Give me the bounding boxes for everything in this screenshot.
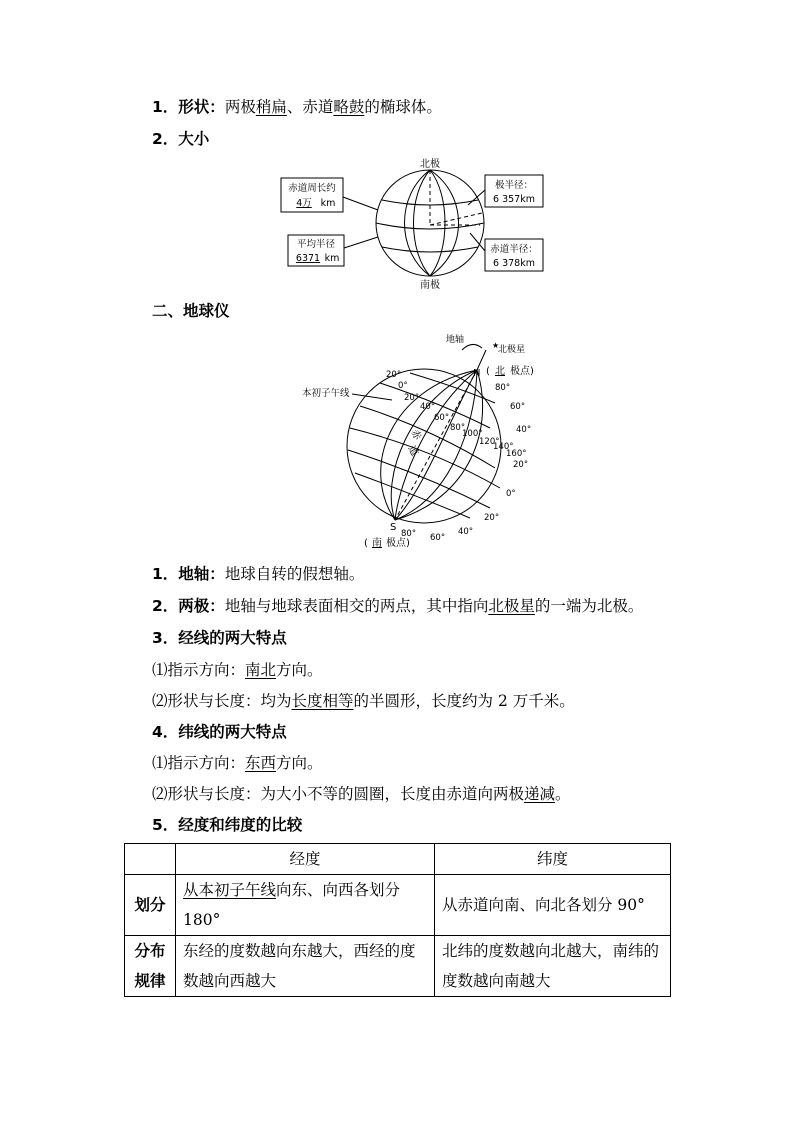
item-meridian-shape xyxy=(152,690,575,712)
mean-radius-label: 平均半径 xyxy=(296,239,336,250)
text: 。 xyxy=(555,785,571,803)
text: 向东、向西各划分 xyxy=(276,881,401,899)
longitude-latitude-table xyxy=(124,843,671,997)
south-pole-close: 极点) xyxy=(386,538,410,549)
item-number: 4． xyxy=(152,723,179,741)
equator-label-2: 道 xyxy=(405,444,420,459)
axis-label: 地轴 xyxy=(446,335,465,345)
globe-section-heading xyxy=(152,300,230,322)
item-label: 两极： xyxy=(178,597,225,615)
south-pole-blank: 南 xyxy=(372,538,382,549)
text: 180° xyxy=(183,911,221,929)
item-label: 经线的两大特点 xyxy=(178,629,287,647)
lon-label: 40° xyxy=(420,402,436,412)
text: 的半圆形，长度约为 2 万千米。 xyxy=(353,692,575,710)
lat-label: 60° xyxy=(430,533,446,543)
north-pole-label: 北极 xyxy=(420,159,440,170)
text: 的椭球体。 xyxy=(364,98,442,116)
table-header-row xyxy=(125,844,671,875)
equatorial-radius-label: 赤道半径： xyxy=(490,244,538,255)
lon-label: 80° xyxy=(450,423,466,433)
table-header-cell xyxy=(125,844,176,875)
lon-label: 20° xyxy=(386,370,402,380)
south-pole-label: 南极 xyxy=(420,280,440,291)
table-row xyxy=(125,936,671,997)
lat-label: 20° xyxy=(513,460,529,470)
table-cell: 从赤道向南、向北各划分 90° xyxy=(435,875,671,936)
item-axis xyxy=(152,563,364,585)
answer-blank: 略鼓 xyxy=(333,98,365,116)
polaris-label: 北极星 xyxy=(498,345,526,355)
lon-label: 160° xyxy=(506,449,527,459)
equator-circumference-unit: km xyxy=(320,198,336,209)
table-header-cell: 纬度 xyxy=(435,844,671,875)
table-cell xyxy=(435,936,671,997)
text: ⑵形状与长度：均为 xyxy=(152,692,292,710)
text: ⑴指示方向： xyxy=(152,754,246,772)
polar-radius-label: 极半径： xyxy=(494,180,534,191)
polaris-star-icon: ★ xyxy=(492,341,500,350)
answer-blank: 递减 xyxy=(524,785,556,803)
item-number: 1． xyxy=(152,98,179,116)
text: 东经的度数越向东越大，西经的度 xyxy=(183,942,416,960)
equator-label-1: 赤 xyxy=(408,428,423,443)
text: ⑵形状与长度：为大小不等的圆圈，长度由赤道向两极 xyxy=(152,785,525,803)
item-label: 大小 xyxy=(178,130,210,148)
item-meridian-features xyxy=(152,627,287,649)
table-cell xyxy=(176,875,435,936)
text: ⑴指示方向： xyxy=(152,661,246,679)
equator-circumference-value: 4万 xyxy=(296,198,312,209)
row-header: 划分 xyxy=(125,875,176,936)
mean-radius-unit: km xyxy=(324,253,340,264)
item-number: 1． xyxy=(152,565,179,583)
item-poles xyxy=(152,595,643,617)
item-parallel-shape xyxy=(152,783,571,805)
lat-label: 80° xyxy=(495,383,511,393)
item-number: 3． xyxy=(152,629,179,647)
text: 分布 xyxy=(134,942,166,960)
lat-label: 0° xyxy=(506,489,516,499)
text: 方向。 xyxy=(276,754,323,772)
item-label: 经度和纬度的比较 xyxy=(178,816,303,834)
prime-meridian-label: 本初子午线 xyxy=(302,388,350,399)
north-pole-blank: 北 xyxy=(495,366,505,377)
answer-blank: 北极星 xyxy=(488,597,535,615)
equator-circumference-label: 赤道周长约 xyxy=(288,183,336,194)
answer-blank: 东西 xyxy=(245,754,277,772)
lon-label: 60° xyxy=(434,413,450,423)
text: 规律 xyxy=(134,972,166,990)
lon-label: 0° xyxy=(398,381,408,391)
equatorial-radius-value: 6 378km xyxy=(493,258,535,269)
north-letter: N xyxy=(473,368,481,379)
item-meridian-direction xyxy=(152,659,323,681)
lat-label: 60° xyxy=(510,402,526,412)
item-parallel-direction xyxy=(152,752,323,774)
text: 两极 xyxy=(224,98,256,116)
text: 北纬的度数越向北越大，南纬的 xyxy=(442,942,660,960)
item-label: 纬线的两大特点 xyxy=(178,723,287,741)
globe-figure xyxy=(290,328,550,553)
text: 地球自转的假想轴。 xyxy=(224,565,365,583)
lat-label: 40° xyxy=(516,425,532,435)
earth-size-figure xyxy=(270,155,560,295)
north-pole-close: 极点) xyxy=(510,366,534,377)
shape-item xyxy=(152,96,442,118)
answer-blank: 从本初子午线 xyxy=(183,881,277,899)
answer-blank: 稍扁 xyxy=(255,98,287,116)
south-letter: S xyxy=(390,522,397,533)
text: 的一端为北极。 xyxy=(534,597,644,615)
size-item xyxy=(152,128,209,150)
table-cell xyxy=(176,936,435,997)
lat-label: 80° xyxy=(401,529,417,539)
item-number: 2． xyxy=(152,130,179,148)
lat-label: 20° xyxy=(484,513,500,523)
heading-text: 二、地球仪 xyxy=(152,302,230,320)
item-number: 5． xyxy=(152,816,179,834)
item-comparison xyxy=(152,814,302,836)
lon-label: 140° xyxy=(493,442,514,452)
text: 方向。 xyxy=(276,661,323,679)
item-parallel-features xyxy=(152,721,287,743)
text: 数越向西越大 xyxy=(183,972,277,990)
lat-label: 40° xyxy=(458,527,474,537)
item-label: 形状： xyxy=(178,98,225,116)
polar-radius-value: 6 357km xyxy=(493,194,535,205)
lon-label: 100° xyxy=(462,429,483,439)
mean-radius-value: 6371 xyxy=(295,253,321,264)
row-header xyxy=(125,936,176,997)
item-label: 地轴： xyxy=(178,565,225,583)
table-row xyxy=(125,875,671,936)
text: 、赤道 xyxy=(286,98,334,116)
answer-blank: 长度相等 xyxy=(291,692,354,710)
lon-label: 120° xyxy=(479,437,500,447)
south-pole-open: ( xyxy=(364,538,368,549)
answer-blank: 南北 xyxy=(245,661,277,679)
text: 度数越向南越大 xyxy=(442,972,551,990)
lon-label: 20° xyxy=(404,393,420,403)
item-number: 2． xyxy=(152,597,179,615)
north-pole-open: ( xyxy=(486,366,490,377)
table-header-cell: 经度 xyxy=(176,844,435,875)
text: 地轴与地球表面相交的两点，其中指向 xyxy=(224,597,489,615)
